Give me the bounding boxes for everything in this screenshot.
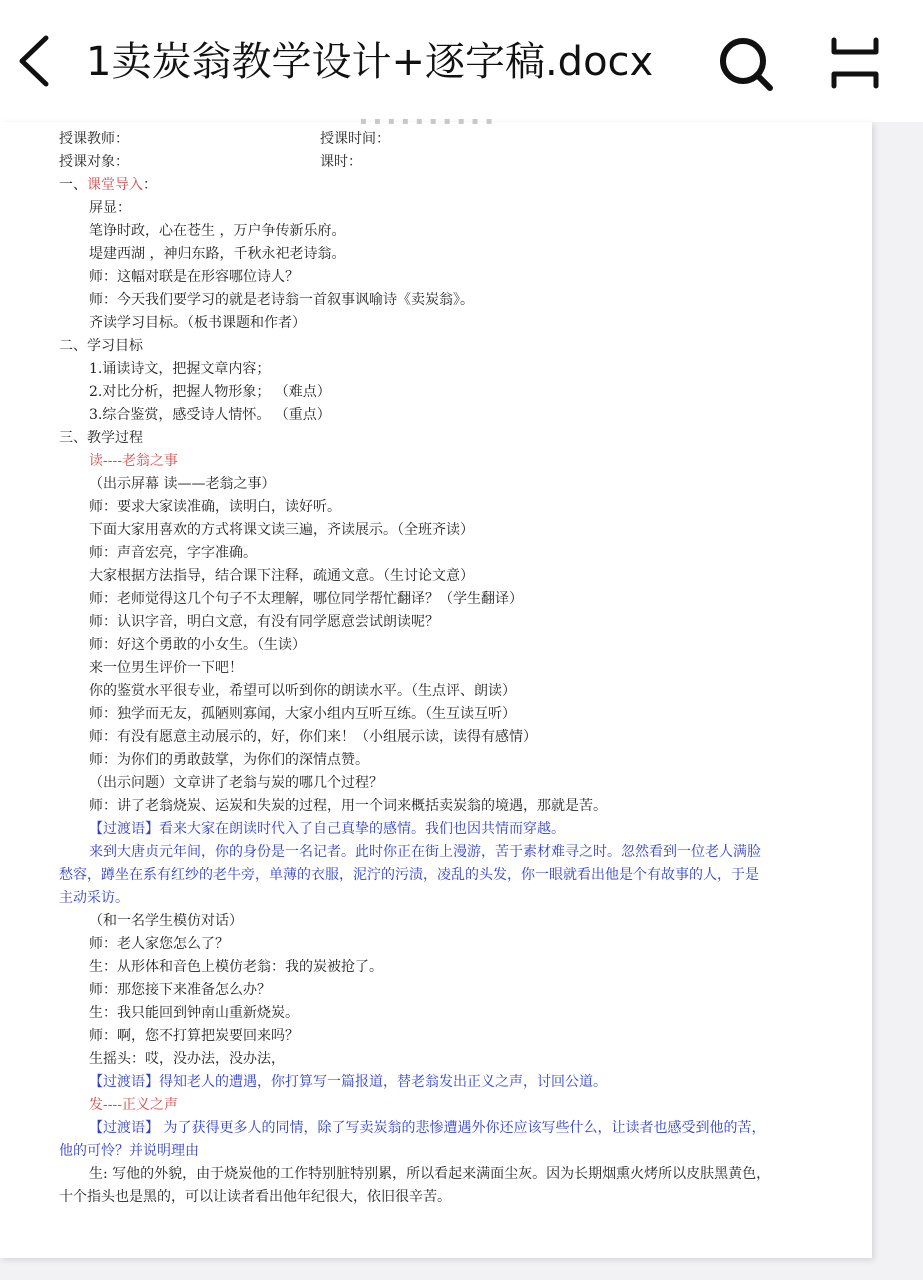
paragraph: 生摇头：哎，没办法，没办法， [89, 1051, 285, 1067]
paragraph: 师：声音宏亮，字字准确。 [89, 545, 257, 561]
search-icon [714, 32, 776, 94]
paragraph: 师：今天我们要学习的就是老诗翁一首叙事讽喻诗《卖炭翁》。 [89, 292, 474, 308]
transition-2: 【过渡语】得知老人的遭遇，你打算写一篇报道，替老翁发出正义之声，讨回公道。 [89, 1074, 607, 1090]
document-page[interactable] [0, 116, 872, 1258]
section-2-heading: 二、学习目标 [59, 338, 143, 354]
blue-paragraph-line: 愁容，蹲坐在系有红纱的老牛旁，单薄的衣服，泥泞的污渍，凌乱的头发，你一眼就看出他是个有故事的人，于是 [59, 867, 759, 883]
target-label: 授课对象： [59, 154, 129, 170]
top-bar [0, 0, 923, 122]
paragraph: 师：要求大家读准确，读明白，读好听。 [89, 499, 341, 515]
paragraph: 2.对比分析，把握人物形象； （难点） [89, 384, 331, 400]
search-button[interactable] [714, 32, 776, 94]
paragraph: 1.诵读诗文，把握文章内容； [89, 361, 271, 377]
paragraph: 生：我只能回到钟南山重新烧炭。 [89, 1005, 299, 1021]
transition-3-line: 他的可怜？并说明理由 [59, 1143, 199, 1159]
back-button[interactable] [8, 30, 58, 92]
paragraph: 笔诤时政，心在苍生 ，万户争传新乐府。 [89, 223, 346, 239]
document-content [59, 128, 829, 1209]
chevron-left-icon [8, 30, 58, 92]
time-label: 授课时间： [320, 131, 390, 147]
section-1-title: 课堂导入 [87, 177, 143, 193]
paragraph: 师：那您接下来准备怎么办？ [89, 982, 271, 998]
paragraph: 堤建西湖 ，神归东路，千秋永祀老诗翁。 [89, 246, 346, 262]
paragraph: 你的鉴赏水平很专业，希望可以听到你的朗读水平。（生点评、朗读） [89, 683, 516, 699]
blue-paragraph-line: 来到大唐贞元年间，你的身份是一名记者。此时你正在街上漫游，苦于素材难寻之时。忽然看到一位老人满脸 [89, 844, 761, 860]
paragraph: 师：认识字音，明白文意，有没有同学愿意尝试朗读呢？ [89, 614, 439, 630]
paragraph: 齐读学习目标。（板书课题和作者） [89, 315, 306, 331]
section-3-heading: 三、教学过程 [59, 430, 143, 446]
paragraph: （出示屏幕 读——老翁之事） [89, 476, 276, 492]
paragraph: 师：有没有愿意主动展示的，好，你们来！（小组展示读，读得有感情） [89, 729, 537, 745]
document-title: 1卖炭翁教学设计+逐字稿.docx [86, 39, 654, 85]
paragraph: 下面大家用喜欢的方式将课文读三遍，齐读展示。（全班齐读） [89, 522, 474, 538]
paragraph: 生：从形体和音色上模仿老翁：我的炭被抢了。 [89, 959, 383, 975]
meta-row-2 [59, 151, 829, 174]
answer-line: 十个指头也是黑的，可以让读者看出他年纪很大，依旧很辛苦。 [59, 1189, 451, 1205]
paragraph: 师：为你们的勇敢鼓掌，为你们的深情点赞。 [89, 752, 369, 768]
paragraph: （出示问题）文章讲了老翁与炭的哪几个过程？ [89, 775, 383, 791]
expand-menu-button[interactable] [824, 32, 886, 94]
subheading-voice: 发----正义之声 [89, 1097, 178, 1113]
paragraph: 师：好这个勇敢的小女生。（生读） [89, 637, 306, 653]
section-1-heading [59, 174, 829, 197]
section-1-number: 一、 [59, 177, 87, 193]
paragraph: 大家根据方法指导，结合课下注释，疏通文意。（生讨论文意） [89, 568, 474, 584]
paragraph: （和一名学生模仿对话） [89, 913, 243, 929]
paragraph: 师：这幅对联是在形容哪位诗人？ [89, 269, 299, 285]
paragraph: 师：老人家您怎么了？ [89, 936, 229, 952]
blue-paragraph-line: 主动采访。 [59, 890, 129, 906]
transition-3-line: 【过渡语】 为了获得更多人的同情，除了写卖炭翁的悲惨遭遇外你还应该写些什么，让读者也感受到他的苦， [89, 1120, 766, 1136]
paragraph: 师：老师觉得这几个句子不太理解，哪位同学帮忙翻译？（学生翻译） [89, 591, 523, 607]
paragraph: 师：啊，您不打算把炭要回来吗？ [89, 1028, 299, 1044]
paragraph: 3.综合鉴赏，感受诗人情怀。 （重点） [89, 407, 331, 423]
transition-1: 【过渡语】看来大家在朗读时代入了自己真挚的感情。我们也因共情而穿越。 [89, 821, 565, 837]
subheading-read: 读----老翁之事 [89, 453, 178, 469]
paragraph: 师：独学而无友，孤陋则寡闻，大家小组内互听互练。（生互读互听） [89, 706, 516, 722]
paragraph: 师：讲了老翁烧炭、运炭和失炭的过程，用一个词来概括卖炭翁的境遇，那就是苦。 [89, 798, 607, 814]
period-label: 课时： [320, 154, 362, 170]
expand-icon [824, 32, 886, 94]
paragraph: 屏显： [89, 200, 131, 216]
meta-row-1 [59, 128, 829, 151]
teacher-label: 授课教师： [59, 131, 129, 147]
faint-page-header: ▪ ▪ ▪ ▪ ▪ ▪ ▪ ▪ ▪ ▪ [360, 116, 495, 127]
paragraph: 来一位男生评价一下吧！ [89, 660, 243, 676]
answer-line: 生: 写他的外貌，由于烧炭他的工作特别脏特别累，所以看起来满面尘灰。因为长期烟熏火烤所以皮肤黑黄色， [89, 1166, 771, 1182]
section-1-colon: ： [143, 177, 157, 193]
